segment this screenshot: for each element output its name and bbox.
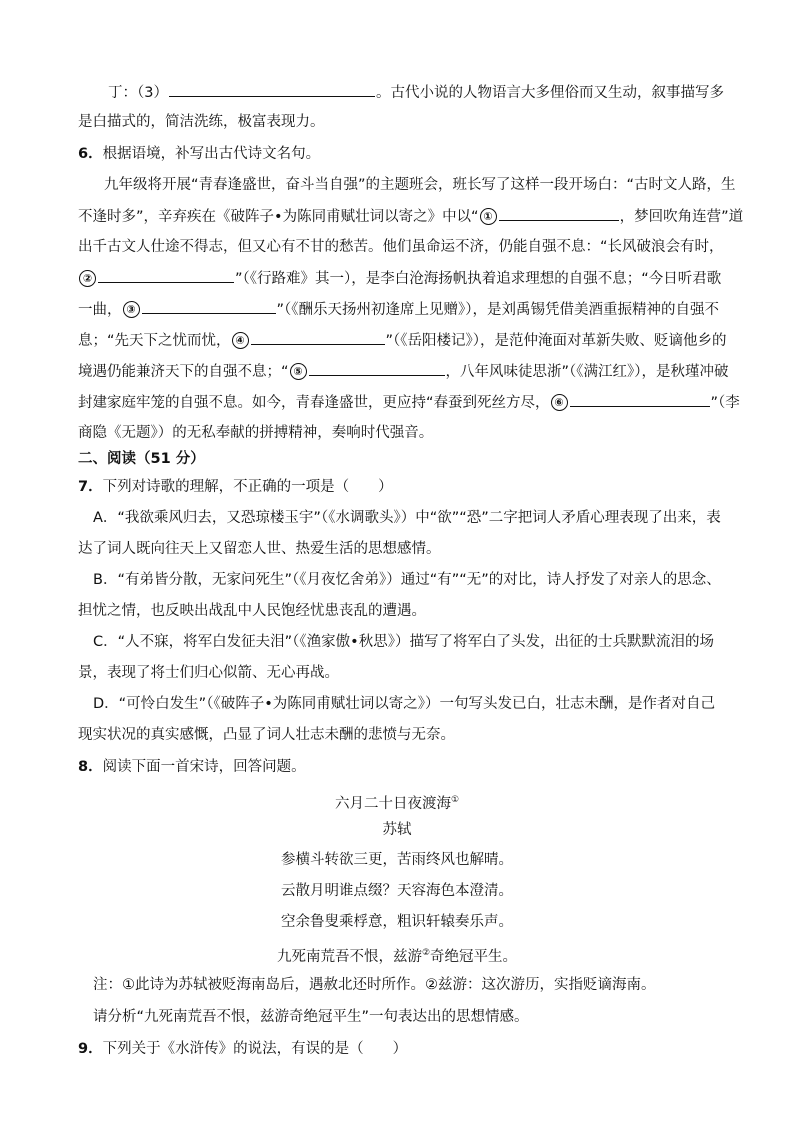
q9-question bbox=[78, 1039, 407, 1059]
question-stem: 下列对诗歌的理解，不正确的一项是（ ） bbox=[102, 479, 393, 495]
blank-marker-3: ③ bbox=[123, 301, 140, 318]
section-heading: 二、阅读（51 分） bbox=[78, 451, 205, 467]
question-stem: 阅读下面一首宋诗，回答问题。 bbox=[102, 759, 306, 775]
text: 息；“先天下之忧而忧， bbox=[78, 333, 231, 349]
answer-blank-4[interactable] bbox=[251, 330, 385, 345]
question-number: 7． bbox=[78, 479, 103, 495]
q8-question bbox=[78, 757, 306, 777]
q7-option-b-line2: 担忧之情，也反映出战乱中人民饱经忧患丧乱的遭遇。 bbox=[78, 603, 426, 619]
question-number: 9． bbox=[78, 1041, 103, 1057]
q6-para-line2 bbox=[78, 206, 743, 227]
q6-para-line4 bbox=[78, 268, 721, 289]
answer-blank-2[interactable] bbox=[98, 268, 234, 283]
poem-title bbox=[0, 790, 794, 814]
q6-para-line9: 商隐《无题》）的无私奉献的拼搏精神，奏响时代强音。 bbox=[78, 425, 434, 441]
text: 封建家庭牢笼的自强不息。如今，青春逢盛世，更应持“春蚕到死丝方尽， bbox=[78, 395, 550, 411]
footnote-mark: ① bbox=[450, 795, 460, 805]
footnote-mark: ② bbox=[421, 948, 431, 958]
q7-question bbox=[78, 477, 393, 497]
poem-line-4 bbox=[0, 943, 794, 967]
text: 一曲， bbox=[78, 302, 122, 318]
blank-marker-5: ⑤ bbox=[290, 363, 307, 380]
q5-ding-prefix: 丁：（3） bbox=[108, 85, 168, 101]
question-number: 8． bbox=[78, 759, 103, 775]
q5-ding-line2: 是白描式的，简洁洗练，极富表现力。 bbox=[78, 114, 325, 130]
answer-blank[interactable] bbox=[169, 82, 375, 97]
q6-question bbox=[78, 144, 320, 164]
poem-title-text: 六月二十日夜渡海 bbox=[334, 795, 451, 812]
q6-para-line6 bbox=[78, 330, 727, 351]
q6-para-line1: 九年级将开展“青春逢盛世，奋斗当自强”的主题班会，班长写了这样一段开场白：“古时文人路，生 bbox=[104, 177, 736, 193]
question-stem: 下列关于《水浒传》的说法，有误的是（ ） bbox=[102, 1041, 408, 1057]
q6-para-line8 bbox=[78, 392, 740, 413]
q6-para-line7 bbox=[78, 361, 729, 382]
q7-option-c-line1: C．“人不寐，将军白发征夫泪”（《渔家傲•秋思》）描写了将军白了头发，出征的士兵默默流泪的场 bbox=[93, 634, 714, 650]
poem-line-3: 空余鲁叟乘桴意，粗识轩辕奏乐声。 bbox=[281, 914, 513, 930]
text: ”（李 bbox=[710, 395, 740, 411]
blank-marker-4: ④ bbox=[232, 332, 249, 349]
blank-marker-6: ⑥ bbox=[551, 394, 568, 411]
blank-marker-2: ② bbox=[79, 270, 96, 287]
poem-line-1: 参横斗转欲三更，苦雨终风也解晴。 bbox=[281, 852, 513, 868]
q7-option-d-line1: D．“可怜白发生”（《破阵子•为陈同甫赋壮词以寄之》）一句写头发已白，壮志未酬，是作者对自己 bbox=[93, 696, 715, 712]
text: ”（《酬乐天扬州初逢席上见赠》），是刘禹锡凭借美酒重振精神的自强不 bbox=[276, 302, 720, 318]
question-number: 6． bbox=[78, 146, 103, 162]
poem-line-2: 云散月明谁点缀？天容海色本澄清。 bbox=[281, 883, 513, 899]
q7-option-c-line2: 景，表现了将士们归心似箭、无心再战。 bbox=[78, 665, 339, 681]
q8-sub-question: 请分析“九死南荒吾不恨，兹游奇绝冠平生”一句表达出的思想情感。 bbox=[93, 1009, 529, 1025]
q7-option-a-line1: A．“我欲乘风归去，又恐琼楼玉宇”（《水调歌头》）中“欲”“恐”二字把词人矛盾心理表现了出来，表 bbox=[93, 510, 721, 526]
question-stem: 根据语境，补写出古代诗文名句。 bbox=[102, 146, 321, 162]
answer-blank-1[interactable] bbox=[499, 206, 619, 221]
text: ，八年风味徒思浙”（《满江红》），是秋瑾冲破 bbox=[445, 364, 729, 380]
answer-blank-5[interactable] bbox=[309, 361, 445, 376]
q6-para-line5 bbox=[78, 299, 719, 320]
poem-note: 注：①此诗为苏轼被贬海南岛后，遇赦北还时所作。②兹游：这次游历，实指贬谪海南。 bbox=[93, 977, 656, 993]
q6-para-line3: 出千古文人仕途不得志，但又心有不甘的愁苦。他们虽命运不济，仍能自强不息：“长风破浪会有时， bbox=[78, 239, 724, 255]
text: 境遇仍能兼济天下的自强不息；“ bbox=[78, 364, 289, 380]
q7-option-a-line2: 达了词人既向往天上又留恋人世、热爱生活的思想感情。 bbox=[78, 541, 441, 557]
q7-option-d-line2: 现实状况的真实感慨，凸显了词人壮志未酬的悲愤与无奈。 bbox=[78, 727, 455, 743]
text: 奇绝冠平生。 bbox=[430, 948, 518, 965]
q5-ding-line bbox=[108, 82, 724, 103]
text: ”（《岳阳楼记》），是范仲淹面对革新失败、贬谪他乡的 bbox=[385, 333, 727, 349]
poem-author: 苏轼 bbox=[382, 822, 412, 838]
text: ”（《行路难》其一），是李白沧海扬帆执着追求理想的自强不息；“今日听君歌 bbox=[235, 271, 722, 287]
text: 九死南荒吾不恨，兹游 bbox=[276, 948, 422, 965]
blank-marker-1: ① bbox=[480, 208, 497, 225]
q5-ding-suffix: 。古代小说的人物语言大多俚俗而又生动，叙事描写多 bbox=[375, 85, 724, 101]
answer-blank-6[interactable] bbox=[570, 392, 710, 407]
q7-option-b-line1: B．“有弟皆分散，无家问死生”（《月夜忆舍弟》）通过“有”“无”的对比，诗人抒发了对亲人的思念、 bbox=[93, 572, 721, 588]
text: ，梦回吹角连营”道 bbox=[619, 209, 744, 225]
answer-blank-3[interactable] bbox=[142, 299, 276, 314]
text: 不逢时多”，辛弃疾在《破阵子•为陈同甫赋壮词以寄之》中以“ bbox=[78, 209, 479, 225]
